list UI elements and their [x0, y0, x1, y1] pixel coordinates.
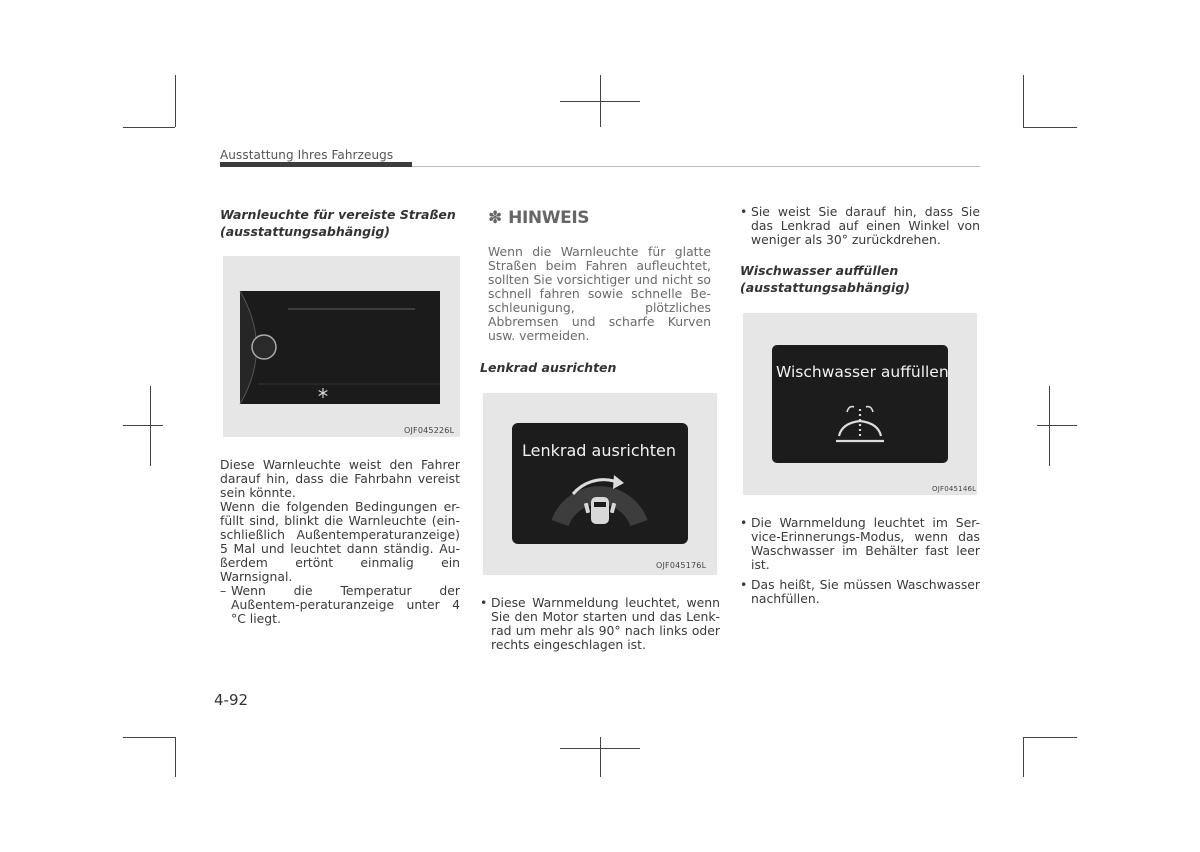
heading-washer-fluid: Wischwasser auffüllen (ausstattungsabhängig)	[740, 263, 910, 295]
section-header: Ausstattung Ihres Fahrzeugs	[220, 148, 394, 162]
bullet-item: • Diese Warnmeldung leuchtet, wenn Sie den Motor starten und das Lenk-rad um mehr als 90° nach links oder rechts eingeschlagen ist.	[480, 596, 720, 652]
figure-icy-road-warning	[223, 256, 460, 437]
image-code: OJF045226L	[404, 426, 455, 435]
note-title: HINWEIS	[508, 208, 590, 228]
paragraph-1: Diese Warnleuchte weist den Fahrer darauf hin, dass die Fahrbahn vereist sein könnte.	[220, 457, 460, 500]
washer-display-illustration	[743, 313, 977, 495]
heading-icy-road-warning: Warnleuchte für vereiste Straßen (ausstattungsabhängig)	[220, 207, 456, 239]
text-icy-road-description	[220, 458, 460, 626]
figure-steering-align	[483, 393, 717, 575]
note-heading	[488, 208, 589, 228]
header-rule	[412, 166, 980, 167]
header-bar	[220, 162, 412, 167]
page-number: 4-92	[214, 691, 249, 709]
washer-screen-title: Wischwasser auffüllen	[776, 363, 949, 381]
heading-steering-align: Lenkrad ausrichten	[480, 360, 617, 375]
image-code: OJF045176L	[656, 561, 707, 570]
bullet-item: • Die Warnmeldung leuchtet im Ser-vice-Erinnerungs-Modus, wenn das Waschwasser im Behälter fast leer ist.	[740, 516, 980, 572]
text-washer-description	[740, 516, 980, 606]
condition-item: – Wenn die Temperatur der Außentem-peraturanzeige unter 4 °C liegt.	[220, 584, 460, 626]
figure-washer-fluid	[743, 313, 977, 495]
text-steering-description	[480, 596, 720, 652]
note-text: Wenn die Warnleuchte für glatte Straßen beim Fahren aufleuchtet, sollten Sie vorsichtiger und nicht so schnell fahren sowie schnelle Be-schleunigung, plötzliches Abbremsen und scharfe Kurven usw. vermeiden.	[488, 244, 711, 343]
paragraph-2: Wenn die folgenden Bedingungen er-füllt sind, blinkt die Warnleuchte (ein-schließlich Außentemperaturanzeige) 5 Mal und leuchtet dann ständig. Au-ßerdem ertönt einmalig ein Warnsignal.	[220, 499, 460, 584]
note-icon: ✽	[488, 208, 503, 228]
text-steering-continued	[740, 205, 980, 247]
cluster-display-illustration	[223, 256, 460, 437]
bullet-item: • Das heißt, Sie müssen Waschwasser nachfüllen.	[740, 578, 980, 606]
bullet-item: • Sie weist Sie darauf hin, dass Sie das Lenkrad auf einen Winkel von weniger als 30° zurückdrehen.	[740, 205, 980, 247]
steering-display-illustration	[483, 393, 717, 575]
image-code: OJF045146L	[932, 485, 977, 493]
steering-screen-title: Lenkrad ausrichten	[522, 441, 677, 460]
